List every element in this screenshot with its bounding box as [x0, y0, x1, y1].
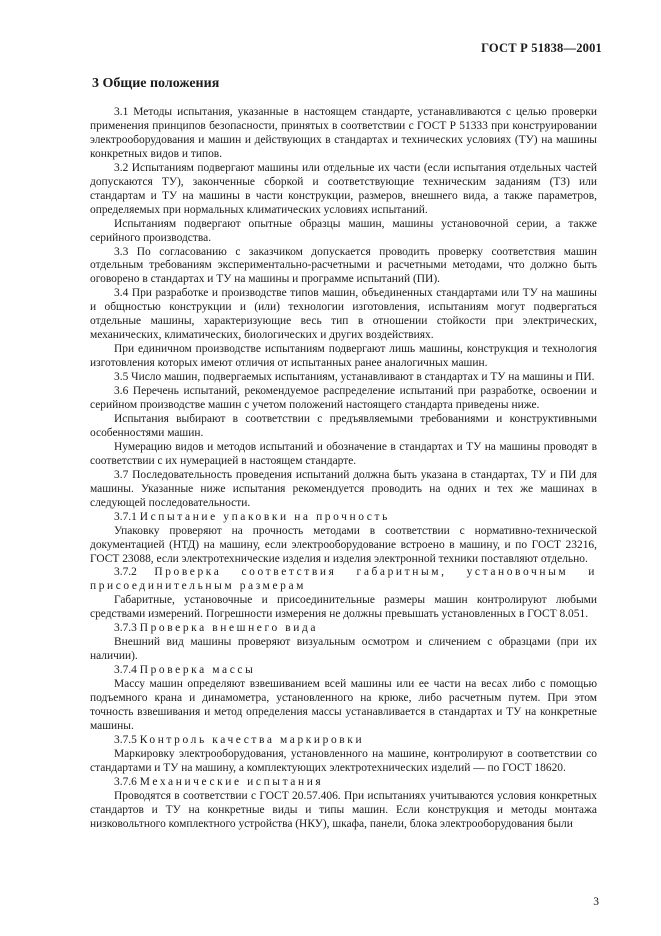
paragraph: Нумерацию видов и методов испытаний и обозначение в стандартах и ТУ на машины проводят в соответствии с их нумерацией в настоящем стандарте. [90, 440, 597, 467]
paragraph-3-5: 3.5 Число машин, подвергаемых испытаниям, устанавливают в стандартах и ТУ на машины и ПИ. [114, 371, 595, 384]
section-title: 3 Общие положения [92, 76, 220, 91]
paragraph-3-1: 3.1 Методы испытания, указанные в настоящем стандарте, устанавливаются с целью проверки применения принципов безопасности, принятых в соответствии с ГОСТ Р 51333 при конструировании электрооборудования и машин и действующих в стандартах и технических условиях (ТУ) на машины конкретных видов и типов. [90, 106, 597, 160]
subsection-heading-3-7-1 [90, 511, 597, 525]
subsection-number: 3.7.3 [114, 622, 137, 635]
paragraph-3-6: 3.6 Перечень испытаний, рекомендуемое распределение испытаний при разработке, освоении и серийном производстве машин с учетом положений настоящего стандарта приведены ниже. [90, 385, 597, 412]
paragraph: Испытания выбирают в соответствии с предъявляемыми требованиями и конструктивными особенностями машин. [90, 412, 597, 439]
paragraph: Испытаниям подвергают опытные образцы машин, машины установочной серии, а также серийного производства. [90, 217, 597, 244]
subsection-heading-3-7-5 [90, 734, 597, 748]
subsection-number: 3.7.6 [114, 775, 137, 788]
document-header: ГОСТ Р 51838—2001 [481, 41, 602, 55]
subsection-title: Механические испытания [139, 775, 324, 788]
subsection-number: 3.7.2 [114, 566, 137, 579]
subsection-heading-3-7-3 [90, 622, 597, 636]
subsection-heading-3-7-6 [90, 776, 597, 790]
subsection-number: 3.7.5 [114, 733, 137, 746]
paragraph: При единичном производстве испытаниям подвергают лишь машины, конструкция и технология изготовления которых имеют отличия от испытанных ранее аналогичных машин. [90, 343, 597, 370]
subsection-title: Проверка внешнего вида [139, 622, 319, 635]
subsection-title: Проверка соответствия габаритным, установочным и присоединительным размерам [90, 566, 597, 593]
subsection-title: Проверка массы [139, 664, 256, 677]
paragraph-3-7: 3.7 Последовательность проведения испытаний должна быть указана в стандартах, ТУ и ПИ для машины. Указанные ниже испытания рекомендуется проводить на одних и тех же машинах в следующей последовательности. [90, 468, 597, 509]
paragraph: Внешний вид машины проверяют визуальным осмотром и сличением с образцами (при их наличии). [90, 636, 597, 663]
paragraph-3-4: 3.4 При разработке и производстве типов машин, объединенных стандартами или ТУ на машины и общностью конструкции и (или) технологии изготовления, испытаниям могут подвергаться отдельные машины, характеризующие весь тип в отношении стойкости при электрических, механических, климатических, биологических и других воздействиях. [90, 287, 597, 342]
subsection-title: Контроль качества маркировки [139, 733, 365, 746]
subsection-heading-3-7-4 [90, 664, 597, 678]
paragraph: Маркировку электрооборудования, установленного на машине, контролируют в соответствии со стандартами и ТУ на машину, а комплектующих электротехнических изделий — по ГОСТ 18620. [90, 747, 597, 774]
paragraph-3-3: 3.3 По согласованию с заказчиком допускается проводить проверку соответствия машин отдельным требованиям экспериментально-расчетными и расчетными методами, что должно быть оговорено в стандартах и ТУ на машины и программе испытаний (ПИ). [90, 245, 597, 286]
paragraph: Проводятся в соответствии с ГОСТ 20.57.406. При испытаниях учитываются условия конкретных стандартов и ТУ на конкретные виды и типы машин. Если конструкция и методы монтажа низковольтного комплектного устройства (НКУ), шкафа, панели, блока электрооборудования были [90, 789, 597, 830]
document-body [90, 106, 597, 832]
paragraph: Массу машин определяют взвешиванием всей машины или ее части на весах либо с помощью подъемного крана и динамометра, установленного на крюке, либо расчетным путем. При этом точность взвешивания и метод определения массы устанавливается в стандартах и ТУ на конкретные машины. [90, 678, 597, 732]
page-number: 3 [593, 896, 599, 908]
paragraph: Габаритные, установочные и присоединительные размеры машин контролируют любыми средствами измерений. Погрешности измерения не должны превышать установленных в ГОСТ 8.051. [90, 594, 597, 621]
subsection-number: 3.7.4 [114, 664, 137, 677]
subsection-heading-3-7-2 [90, 566, 597, 594]
paragraph-3-2: 3.2 Испытаниям подвергают машины или отдельные их части (если испытания отдельных частей допускаются ТУ), законченные сборкой и соответствующие техническим заданиям (ТЗ) или стандартам и ТУ на машины в части конструкции, размеров, внешнего вида, а также параметров, определяемых при нормальных климатических условиях испытаний. [90, 161, 597, 216]
subsection-number: 3.7.1 [114, 510, 137, 523]
subsection-title: Испытание упаковки на прочность [139, 510, 390, 523]
paragraph: Упаковку проверяют на прочность методами в соответствии с нормативно-технической документацией (НТД) на машину, если электрооборудование встроено в машину, и по ГОСТ 23216, ГОСТ 23088, если электротехнические изделия и изделия электронной техники поставляют отдельно. [90, 524, 597, 565]
